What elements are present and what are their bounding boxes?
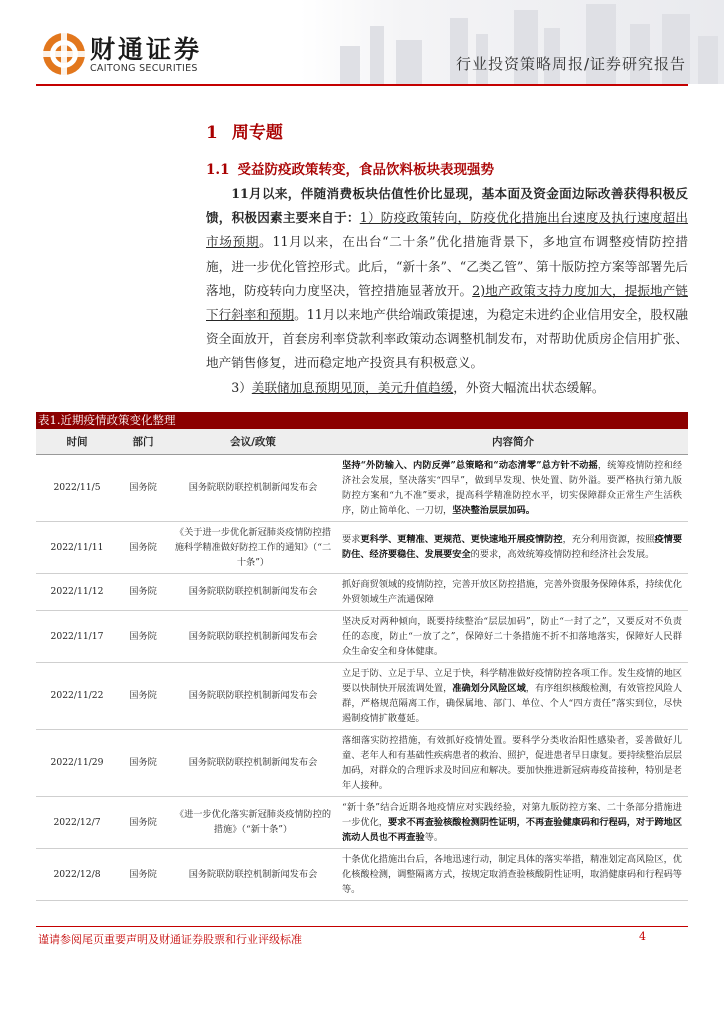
table-row (36, 796, 688, 848)
cell-dept: 国务院 (118, 454, 168, 521)
factor-2-detail: 。11月以来地产供给端政策提速，为稳定未进约企业信用安全，股权融资全面放开，首套房利率贷款利率政策动态调整机制发布，对帮助优质房企信用扩张、地产销售修复，进而稳定地产投资具有积极意义。 (206, 307, 688, 371)
subsection-heading (206, 158, 494, 178)
table-row (36, 729, 688, 796)
cell-meeting: 国务院联防联控机制新闻发布会 (168, 610, 338, 662)
content-emphasis: 更科学、更精准、更规范、更快速地开展疫情防控 (360, 534, 563, 545)
column-header-meeting: 会议/政策 (168, 429, 338, 454)
factor-3-prefix: 3） (231, 379, 252, 395)
cell-content (338, 573, 688, 610)
content-emphasis: 坚持“外防输入、内防反弹”总策略和“动态清零”总方针不动摇 (342, 459, 598, 471)
paragraph-2 (206, 376, 688, 400)
content-text: 立足于防、立足于早、立足于快，科学精准做好疫情防控各项工作。发生疫情的地区要以快制快开展流调处置， (342, 667, 682, 694)
lead-sentence: 11月以来，伴随消费板块估值性价比显现，基本面及资金面边际改善获得积极反馈，积极因素主要来自于： (206, 186, 688, 226)
table-row (36, 573, 688, 610)
page-header (0, 0, 724, 90)
table-row (36, 662, 688, 729)
table-row (36, 848, 688, 900)
cell-meeting: 《关于进一步优化新冠肺炎疫情防控措施科学精准做好防控工作的通知》（“二十条”） (168, 521, 338, 573)
cell-date: 2022/11/11 (36, 521, 118, 573)
content-text: 要求 (342, 534, 361, 545)
content-text: 抓好商贸领域的疫情防控，完善开放区防控措施，完善外资服务保障体系，持续优化外贸领域生产流通保障 (342, 578, 682, 605)
content-emphasis: 疫情要防住、经济要稳住、发展要安全 (342, 534, 683, 560)
content-emphasis: 坚决整治层层加码。 (452, 504, 535, 516)
paragraph-1 (206, 182, 688, 376)
cell-date: 2022/12/8 (36, 848, 118, 900)
content-emphasis: 准确划分风险区域 (452, 682, 526, 694)
cell-date: 2022/11/5 (36, 454, 118, 521)
content-text: ，有序组织核酸检测，有效管控风险人群，严格规范隔离工作，确保属地、部门、单位、个人“四方责任”落实到位，尽快遏制疫情扩散蔓延。 (342, 682, 683, 724)
factor-3-detail: ，外资大幅流出状态缓解。 (453, 379, 605, 395)
content-text: 等。 (424, 831, 444, 843)
cell-date: 2022/11/17 (36, 610, 118, 662)
cell-dept: 国务院 (118, 796, 168, 848)
logo-chinese-name: 财通证券 (90, 35, 203, 64)
cell-content (338, 662, 688, 729)
cell-date: 2022/12/7 (36, 796, 118, 848)
content-text: “新十条”结合近期各地疫情应对实践经验，对第九版防控方案、二十条部分措施进一步优化， (342, 801, 682, 828)
section-heading (206, 118, 283, 143)
logo-english-name: CAITONG SECURITIES (90, 63, 198, 74)
cell-dept: 国务院 (118, 573, 168, 610)
cell-meeting: 国务院联防联控机制新闻发布会 (168, 573, 338, 610)
body-text (206, 182, 688, 400)
factor-2: 2)地产政策支持力度加大，提振地产链下行斜率和预期 (206, 282, 688, 323)
content-text: 十条优化措施出台后，各地迅速行动，制定具体的落实举措，精准划定高风险区，优化核酸检测，调整隔离方式，按规定取消查验核酸阴性证明，取消健康码和行程码等等。 (342, 853, 682, 895)
table-row (36, 521, 688, 573)
cell-date: 2022/11/12 (36, 573, 118, 610)
cell-meeting: 《进一步优化落实新冠肺炎疫情防控的措施》（“新十条”） (168, 796, 338, 848)
content-text: 落细落实防控措施，有效抓好疫情处置。要科学分类收治阳性感染者，妥善做好儿童、老年人和有基础性疾病患者的救治、照护，促进患者早日康复。要持续整治层层加码，对群众的合理诉求及时回应和解决。要加快推进新冠病毒疫苗接种，特别是老年人接种。 (342, 734, 682, 791)
content-text: ，充分利用资源，按照 (562, 534, 655, 545)
content-text: 坚决反对两种倾向，既要持续整治“层层加码”，防止“一封了之”，又要反对不负责任的态度，防止“一放了之”，保障好二十条措施不折不扣落地落实，保障好人民群众生命安全和身体健康。 (342, 615, 682, 657)
content-text: ，统筹疫情防控和经济社会发展，坚决落实“四早”，做到早发现、快处置、防外溢。要严格执行第九版防控方案和“九不准”要求，提高科学精准防控水平，切实保障群众正常生产生活秩序，防止简单化、一刀切， (342, 459, 683, 516)
table-caption: 表1.近期疫情政策变化整理 (36, 412, 688, 429)
caitong-logo-icon (42, 32, 86, 76)
cell-content (338, 610, 688, 662)
column-header-content: 内容简介 (338, 429, 688, 454)
content-emphasis: 要求不再查验核酸检测阴性证明，不再查验健康码和行程码，对于跨地区流动人员也不再查验 (342, 816, 683, 843)
subsection-title: 受益防疫政策转变，食品饮料板块表现强势 (237, 162, 494, 178)
subsection-number: 1.1 (206, 162, 230, 178)
cell-dept: 国务院 (118, 729, 168, 796)
cell-content (338, 796, 688, 848)
cell-content (338, 729, 688, 796)
cell-meeting: 国务院联防联控机制新闻发布会 (168, 662, 338, 729)
cell-dept: 国务院 (118, 662, 168, 729)
table-row (36, 454, 688, 521)
cell-dept: 国务院 (118, 848, 168, 900)
content-text: 的要求，高效统筹疫情防控和经济社会发展。 (470, 549, 655, 560)
section-title: 周专题 (231, 123, 283, 143)
cell-dept: 国务院 (118, 610, 168, 662)
cell-content (338, 848, 688, 900)
cell-content (338, 521, 688, 573)
header-divider (36, 84, 688, 86)
factor-3: 美联储加息预期见顶，美元升值趋缓 (251, 379, 454, 395)
section-number: 1 (206, 123, 218, 143)
table-header-row (36, 429, 688, 454)
footer-disclaimer: 谨请参阅尾页重要声明及财通证券股票和行业评级标准 (38, 933, 302, 946)
cell-meeting: 国务院联防联控机制新闻发布会 (168, 848, 338, 900)
page-number: 4 (639, 930, 646, 943)
column-header-dept: 部门 (118, 429, 168, 454)
cell-dept: 国务院 (118, 521, 168, 573)
policy-table (36, 429, 688, 901)
table-row (36, 610, 688, 662)
footer-divider (36, 926, 688, 927)
factor-1-detail: 。11月以来，在出台“二十条”优化措施背景下，多地宣布调整疫情防控措施，进一步优化管控形式。此后，“新十条”、“乙类乙管”、第十版防控方案等部署先后落地，防疫转向力度坚决，管控措施显著放开。 (206, 234, 689, 298)
cell-date: 2022/11/22 (36, 662, 118, 729)
cell-content (338, 454, 688, 521)
factor-1: 1）防疫政策转向，防疫优化措施出台速度及执行速度超出市场预期 (206, 210, 689, 250)
cell-meeting: 国务院联防联控机制新闻发布会 (168, 454, 338, 521)
cell-meeting: 国务院联防联控机制新闻发布会 (168, 729, 338, 796)
cell-date: 2022/11/29 (36, 729, 118, 796)
report-type: 行业投资策略周报/证券研究报告 (455, 55, 686, 73)
column-header-date: 时间 (36, 429, 118, 454)
